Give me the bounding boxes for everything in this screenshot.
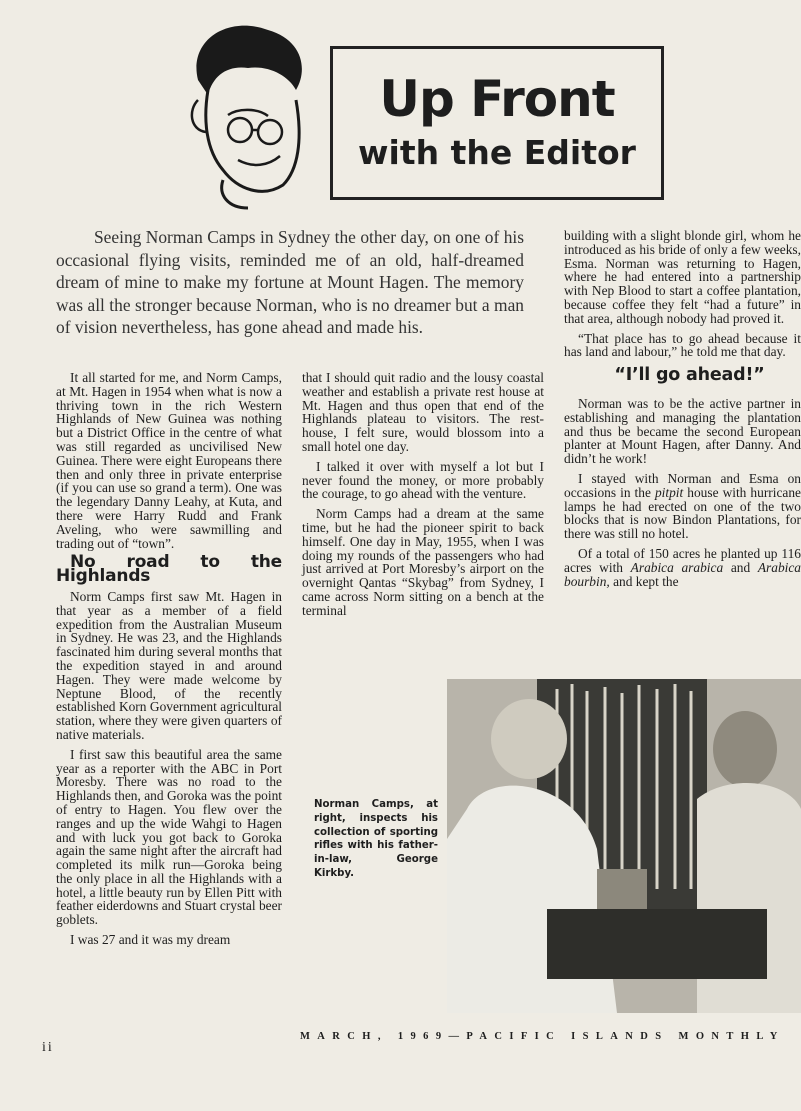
- photo-rifle-collection: [447, 679, 801, 1013]
- paragraph: that I should quit radio and the lousy coastal weather and establish a private rest house at Mt. Hagen and thus open that end of the Highlands plateau to visitors. The rest-house, I felt sure, would blossom into a small hotel one day.: [302, 370, 544, 454]
- subheading: No road to the Highlands: [56, 552, 282, 587]
- intro-paragraph: Seeing Norman Camps in Sydney the other day, on one of his occasional flying visits, reminded me of an old, half-dreamed dream of mine to make my fortune at Mount Hagen. The memory was all the stronger because Norman, who is no dreamer but a man of vision nevertheless, has gone ahead and made his.: [56, 227, 524, 338]
- page-number: ii: [42, 1040, 54, 1055]
- article-column-2: [302, 371, 544, 624]
- header-subtitle: with the Editor: [358, 133, 636, 173]
- article-column-1: [56, 371, 282, 953]
- photo-caption: Norman Camps, at right, inspects his collection of sporting rifles with his father-in-law, George Kirkby.: [314, 799, 438, 879]
- subheading: “I’ll go ahead!”: [614, 365, 765, 386]
- paragraph: I was 27 and it was my dream: [70, 932, 231, 948]
- editor-caricature: [168, 20, 318, 210]
- paragraph: “That place has to go ahead because it has land and labour,” he told me that day.: [564, 330, 801, 360]
- paragraph: I talked it over with myself a lot but I never found the money, or more probably the courage, to go ahead with the venture.: [302, 458, 544, 502]
- footer-masthead: MARCH, 1969—PACIFIC ISLANDS MONTHLY: [300, 1031, 785, 1042]
- paragraph: Norman was to be the active partner in establishing and managing the plantation and thus be became the second European planter at Mount Hagen, after Danny. And didn’t he work!: [564, 395, 801, 467]
- paragraph: I first saw this beautiful area the same year as a reporter with the ABC in Port Moresby. There was no road to the Highlands then, and Goroka was the point of entry to Hagen. You flew over the ranges and up the wide Wahgi to Hagen and with luck you got back to Goroka again the same night after the aircraft had completed its milk run—Goroka being the only place in all the Highlands with a hotel, a little beauty run by Ellen Pitt with feather eiderdowns and Stuart crystal beer goblets.: [56, 746, 282, 928]
- header-title: Up Front: [379, 70, 615, 129]
- paragraph: It all started for me, and Norm Camps, at Mt. Hagen in 1954 when what is now a thriving town in the rich Western Highlands of New Guinea was nothing but a District Office in the centre of what was still regarded as uncivilised New Guinea. There were eight Europeans there then and only three in private enterprise (if you can use so grand a term). One was the legendary Danny Leahy, at Kuta, and there were Harry Rudd and Frank Aveling, who were sawmilling and trading out of “town”.: [56, 370, 282, 551]
- article-column-3: [564, 229, 801, 594]
- editor-header-box: [330, 46, 664, 200]
- paragraph: Norm Camps had a dream at the same time, but he had the pioneer spirit to back himself. One day in May, 1955, when I was doing my rounds of the passengers who had just arrived at Port Moresby’s airport on the overnight Qantas “Skybag” from Sydney, I came across Norm sitting on a bench at the terminal: [302, 506, 544, 618]
- paragraph: building with a slight blonde girl, whom he introduced as his bride of only a few weeks, Esma. Norman was returning to Hagen, where he had entered into a partnership with Nep Blood to start a coffee plantation, because coffee they felt “had a future” in that area, although nobody had proved it.: [564, 228, 801, 326]
- paragraph: I stayed with Norman and Esma on occasions in the pitpit house with hurricane lamps he had erected on one of the two blocks that is now Bindon Plantations, for there was still no hotel.: [564, 470, 801, 542]
- paragraph: Of a total of 150 acres he planted up 116 acres with Arabica arabica and Arabica bourbin, and kept the: [564, 545, 801, 589]
- paragraph: Norm Camps first saw Mt. Hagen in that year as a member of a field expedition from the Australian Museum in Sydney. He was 23, and the Highlands fascinated him during several months that the expedition stayed in and around Hagen. They were made welcome by Neptune Blood, of the recently established Korn Government agricultural station, where they were given quarters of native materials.: [56, 588, 282, 742]
